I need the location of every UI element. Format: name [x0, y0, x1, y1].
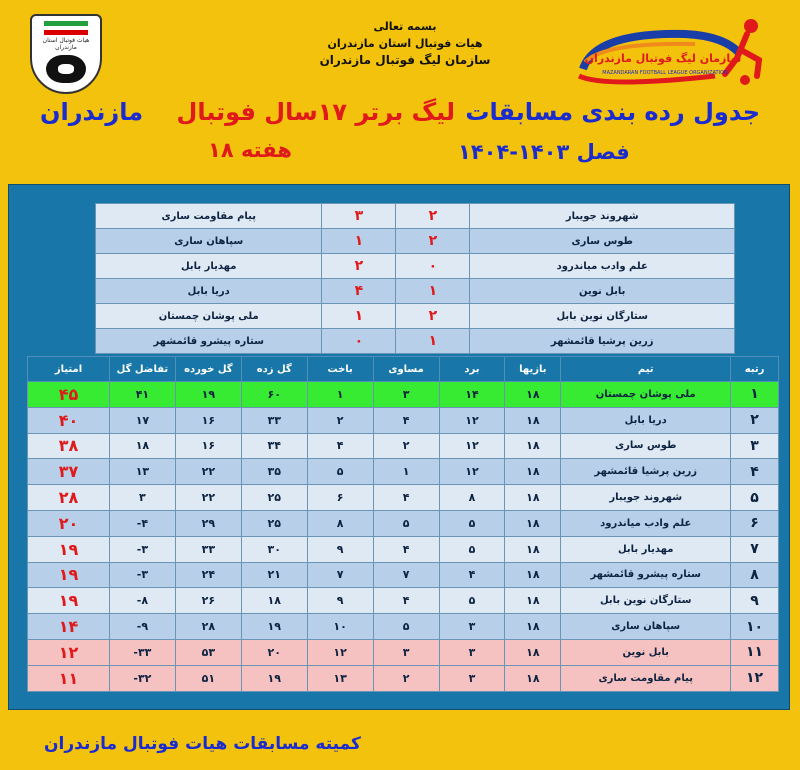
- cell-gd: -۴: [109, 510, 175, 536]
- cell-team: ملی پوشان چمستان: [561, 382, 731, 408]
- result-home-team: ستارگان نوین بابل: [470, 304, 735, 329]
- cell-drawn: ۵: [373, 614, 439, 640]
- cell-team: دریا بابل: [561, 407, 731, 433]
- result-row: [96, 254, 735, 279]
- header-gf: گل زده: [241, 357, 307, 382]
- cell-lost: ۱۳: [307, 665, 373, 691]
- result-home-team: علم وادب میاندرود: [470, 254, 735, 279]
- cell-rank: ۶: [731, 510, 779, 536]
- result-away-team: پیام مقاومت ساری: [96, 204, 322, 229]
- cell-rank: ۲: [731, 407, 779, 433]
- cell-pts: ۱۹: [28, 588, 110, 614]
- result-home-score: ۲: [396, 204, 470, 229]
- cell-lost: ۶: [307, 485, 373, 511]
- cell-lost: ۵: [307, 459, 373, 485]
- cell-ga: ۵۳: [175, 639, 241, 665]
- cell-ga: ۱۶: [175, 407, 241, 433]
- cell-drawn: ۱: [373, 459, 439, 485]
- cell-pts: ۱۹: [28, 536, 110, 562]
- cell-pts: ۱۲: [28, 639, 110, 665]
- table-row: [28, 485, 779, 511]
- cell-gd: -۳: [109, 536, 175, 562]
- league-logo-icon: [575, 14, 775, 90]
- cell-rank: ۹: [731, 588, 779, 614]
- cell-won: ۱۲: [439, 407, 505, 433]
- cell-won: ۱۲: [439, 433, 505, 459]
- season-label: فصل ۱۴۰۳-۱۴۰۴: [458, 140, 630, 164]
- cell-gf: ۳۵: [241, 459, 307, 485]
- table-row: [28, 562, 779, 588]
- cell-drawn: ۳: [373, 382, 439, 408]
- table-row: [28, 665, 779, 691]
- cell-pts: ۳۸: [28, 433, 110, 459]
- result-away-score: ۱: [322, 229, 396, 254]
- cell-team: طوس ساری: [561, 433, 731, 459]
- result-away-score: ۱: [322, 304, 396, 329]
- header-played: بازیها: [505, 357, 561, 382]
- result-away-team: ستاره پیشرو قائمشهر: [96, 329, 322, 354]
- cell-lost: ۱۲: [307, 639, 373, 665]
- cell-played: ۱۸: [505, 407, 561, 433]
- result-away-team: سپاهان ساری: [96, 229, 322, 254]
- cell-gf: ۲۱: [241, 562, 307, 588]
- result-away-score: ۰: [322, 329, 396, 354]
- header-text: [290, 18, 520, 69]
- result-away-score: ۳: [322, 204, 396, 229]
- cell-gf: ۳۳: [241, 407, 307, 433]
- cell-gf: ۳۴: [241, 433, 307, 459]
- cell-pts: ۱۹: [28, 562, 110, 588]
- cell-ga: ۵۱: [175, 665, 241, 691]
- cell-rank: ۵: [731, 485, 779, 511]
- cell-gd: ۴۱: [109, 382, 175, 408]
- cell-ga: ۲۴: [175, 562, 241, 588]
- table-row: [28, 614, 779, 640]
- cell-drawn: ۷: [373, 562, 439, 588]
- result-home-team: زرین پرشیا قائمشهر: [470, 329, 735, 354]
- cell-played: ۱۸: [505, 510, 561, 536]
- cell-played: ۱۸: [505, 459, 561, 485]
- cell-pts: ۴۰: [28, 407, 110, 433]
- cell-played: ۱۸: [505, 665, 561, 691]
- result-row: [96, 329, 735, 354]
- cell-gd: ۳: [109, 485, 175, 511]
- result-row: [96, 304, 735, 329]
- bismillah: بسمه تعالی: [373, 20, 437, 33]
- cell-lost: ۹: [307, 536, 373, 562]
- cell-team: پیام مقاومت ساری: [561, 665, 731, 691]
- cell-ga: ۲۲: [175, 485, 241, 511]
- result-home-team: بابل نوین: [470, 279, 735, 304]
- cell-pts: ۴۵: [28, 382, 110, 408]
- cell-played: ۱۸: [505, 639, 561, 665]
- league-logo: [575, 14, 775, 90]
- cell-won: ۸: [439, 485, 505, 511]
- cell-won: ۳: [439, 665, 505, 691]
- cell-won: ۵: [439, 536, 505, 562]
- cell-drawn: ۴: [373, 588, 439, 614]
- footer-text: کمیته مسابقات هیات فوتبال مازندران: [44, 734, 361, 754]
- cell-gf: ۳۰: [241, 536, 307, 562]
- results-table: [95, 203, 735, 354]
- cell-gd: -۳۲: [109, 665, 175, 691]
- cell-lost: ۱: [307, 382, 373, 408]
- cell-lost: ۹: [307, 588, 373, 614]
- table-row: [28, 382, 779, 408]
- cell-played: ۱۸: [505, 562, 561, 588]
- header-gd: تفاضل گل: [109, 357, 175, 382]
- region-title: مازندران: [40, 98, 144, 126]
- cell-drawn: ۲: [373, 665, 439, 691]
- result-home-score: ۰: [396, 254, 470, 279]
- cell-pts: ۱۱: [28, 665, 110, 691]
- cell-gf: ۱۹: [241, 665, 307, 691]
- header-rank: رتبه: [731, 357, 779, 382]
- cell-drawn: ۴: [373, 407, 439, 433]
- cell-rank: ۳: [731, 433, 779, 459]
- league-title: لیگ برتر ۱۷سال فوتبال: [176, 98, 455, 126]
- cell-gf: ۲۰: [241, 639, 307, 665]
- header-pts: امتیاز: [28, 357, 110, 382]
- table-row: [28, 433, 779, 459]
- cell-team: ستاره پیشرو قائمشهر: [561, 562, 731, 588]
- cell-won: ۱۴: [439, 382, 505, 408]
- cell-pts: ۲۰: [28, 510, 110, 536]
- cell-rank: ۱: [731, 382, 779, 408]
- cell-ga: ۲۸: [175, 614, 241, 640]
- cell-played: ۱۸: [505, 614, 561, 640]
- table-row: [28, 407, 779, 433]
- league-logo-fa: سازمان لیگ فوتبال مازندران: [584, 52, 742, 65]
- cell-team: علم وادب میاندرود: [561, 510, 731, 536]
- federation-logo-text: هیات فوتبال استان مازندران: [42, 37, 90, 51]
- cell-lost: ۱۰: [307, 614, 373, 640]
- cell-won: ۱۲: [439, 459, 505, 485]
- result-away-team: مهدیار بابل: [96, 254, 322, 279]
- result-home-score: ۱: [396, 279, 470, 304]
- cell-gd: -۹: [109, 614, 175, 640]
- cell-ga: ۱۹: [175, 382, 241, 408]
- week-label: هفته ۱۸: [208, 138, 292, 162]
- cell-pts: ۱۴: [28, 614, 110, 640]
- cell-played: ۱۸: [505, 588, 561, 614]
- cell-rank: ۷: [731, 536, 779, 562]
- cell-lost: ۲: [307, 407, 373, 433]
- cell-drawn: ۴: [373, 536, 439, 562]
- result-away-score: ۲: [322, 254, 396, 279]
- cell-team: بابل نوین: [561, 639, 731, 665]
- cell-drawn: ۲: [373, 433, 439, 459]
- football-icon: [46, 55, 86, 83]
- result-home-team: شهروند جویبار: [470, 204, 735, 229]
- standings-table: [27, 356, 779, 692]
- header-lost: باخت: [307, 357, 373, 382]
- cell-pts: ۳۷: [28, 459, 110, 485]
- cell-gf: ۲۵: [241, 510, 307, 536]
- header-ga: گل خورده: [175, 357, 241, 382]
- cell-drawn: ۳: [373, 639, 439, 665]
- cell-gf: ۲۵: [241, 485, 307, 511]
- result-row: [96, 229, 735, 254]
- result-away-score: ۴: [322, 279, 396, 304]
- cell-gd: ۱۳: [109, 459, 175, 485]
- table-row: [28, 639, 779, 665]
- cell-team: سپاهان ساری: [561, 614, 731, 640]
- cell-team: مهدیار بابل: [561, 536, 731, 562]
- header-drawn: مساوی: [373, 357, 439, 382]
- cell-team: شهروند جویبار: [561, 485, 731, 511]
- title-row: [40, 98, 760, 138]
- cell-ga: ۱۶: [175, 433, 241, 459]
- cell-won: ۵: [439, 588, 505, 614]
- result-home-score: ۱: [396, 329, 470, 354]
- cell-gd: -۸: [109, 588, 175, 614]
- cell-ga: ۲۶: [175, 588, 241, 614]
- result-home-score: ۲: [396, 229, 470, 254]
- result-home-team: طوس ساری: [470, 229, 735, 254]
- cell-ga: ۳۳: [175, 536, 241, 562]
- result-home-score: ۲: [396, 304, 470, 329]
- cell-gd: -۳۳: [109, 639, 175, 665]
- cell-won: ۳: [439, 639, 505, 665]
- cell-rank: ۴: [731, 459, 779, 485]
- iran-flag-icon: [44, 21, 88, 35]
- cell-rank: ۱۰: [731, 614, 779, 640]
- result-row: [96, 204, 735, 229]
- cell-gf: ۱۹: [241, 614, 307, 640]
- cell-gd: -۳: [109, 562, 175, 588]
- cell-gd: ۱۷: [109, 407, 175, 433]
- table-row: [28, 459, 779, 485]
- cell-rank: ۸: [731, 562, 779, 588]
- cell-drawn: ۴: [373, 485, 439, 511]
- cell-won: ۴: [439, 562, 505, 588]
- result-away-team: ملی پوشان چمستان: [96, 304, 322, 329]
- cell-gf: ۱۸: [241, 588, 307, 614]
- league-logo-en: MAZANDARAN FOOTBALL LEAGUE ORGANIZATION: [602, 70, 728, 76]
- cell-ga: ۲۹: [175, 510, 241, 536]
- cell-won: ۵: [439, 510, 505, 536]
- page-title: جدول رده بندی مسابقات: [465, 98, 760, 126]
- cell-played: ۱۸: [505, 382, 561, 408]
- table-row: [28, 536, 779, 562]
- result-row: [96, 279, 735, 304]
- cell-won: ۳: [439, 614, 505, 640]
- cell-played: ۱۸: [505, 485, 561, 511]
- result-away-team: دریا بابل: [96, 279, 322, 304]
- table-row: [28, 510, 779, 536]
- cell-gd: ۱۸: [109, 433, 175, 459]
- cell-rank: ۱۲: [731, 665, 779, 691]
- cell-played: ۱۸: [505, 536, 561, 562]
- cell-played: ۱۸: [505, 433, 561, 459]
- table-row: [28, 588, 779, 614]
- cell-pts: ۲۸: [28, 485, 110, 511]
- cell-team: زرین پرشیا قائمشهر: [561, 459, 731, 485]
- cell-ga: ۲۲: [175, 459, 241, 485]
- cell-lost: ۸: [307, 510, 373, 536]
- header-team: تیم: [561, 357, 731, 382]
- federation-logo: [30, 14, 102, 94]
- cell-drawn: ۵: [373, 510, 439, 536]
- standings-header-row: [28, 357, 779, 382]
- cell-rank: ۱۱: [731, 639, 779, 665]
- header-won: برد: [439, 357, 505, 382]
- board-name: هیات فوتبال استان مازندران: [327, 37, 483, 50]
- cell-gf: ۶۰: [241, 382, 307, 408]
- cell-lost: ۷: [307, 562, 373, 588]
- org-name: سازمان لیگ فوتبال مازندران: [319, 53, 491, 67]
- cell-lost: ۴: [307, 433, 373, 459]
- standings-panel: [8, 184, 790, 710]
- cell-team: ستارگان نوین بابل: [561, 588, 731, 614]
